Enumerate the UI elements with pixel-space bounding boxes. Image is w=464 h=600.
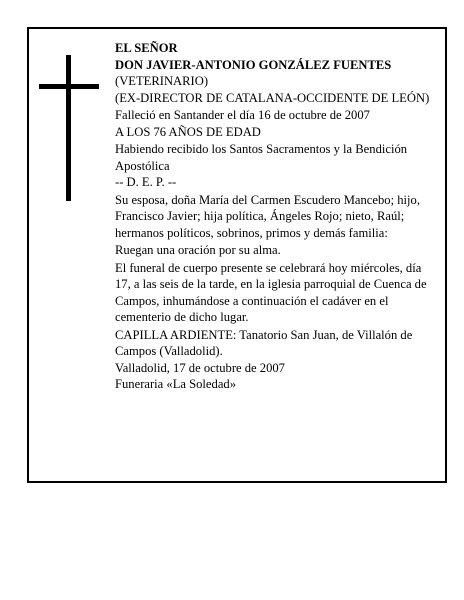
deceased-name: DON JAVIER-ANTONIO GONZÁLEZ FUENTES [115, 57, 392, 72]
profession: (VETERINARIO) [115, 74, 209, 88]
obituary-notice [27, 27, 447, 483]
cross-icon [39, 55, 99, 201]
chapel: CAPILLA ARDIENTE: Tanatorio San Juan, de Villalón de Campos (Valladolid). [115, 327, 413, 358]
place-date: Valladolid, 17 de octubre de 2007 [115, 360, 285, 375]
age: A LOS 76 AÑOS DE EDAD [115, 124, 261, 139]
prayer: Ruegan una oración por su alma. [115, 243, 281, 257]
family: Su esposa, doña María del Carmen Escudero Mancebo; hijo, Francisco Javier; hija política, Ángeles Rojo; nieto, Raúl; hermanos políticos, sobrinos, primos y demás familia: [115, 192, 420, 240]
obituary-text [115, 40, 437, 393]
honorific: EL SEÑOR [115, 41, 178, 55]
death-statement: Falleció en Santander el día 16 de octubre de 2007 [115, 108, 370, 122]
funeral-details: El funeral de cuerpo presente se celebrará hoy miércoles, día 17, a las seis de la tarde, en la iglesia parroquial de Cuenca de Campos, inhumándose a continuación el cadáver en el cementerio de dicho lugar. [115, 260, 427, 324]
sacraments: Habiendo recibido los Santos Sacramentos y la Bendición Apostólica [115, 142, 408, 173]
funeral-home: Funeraria «La Soledad» [115, 377, 236, 391]
former-role: (EX-DIRECTOR DE CATALANA-OCCIDENTE DE LEÓN) [115, 90, 430, 105]
rip: -- D. E. P. -- [115, 175, 177, 189]
